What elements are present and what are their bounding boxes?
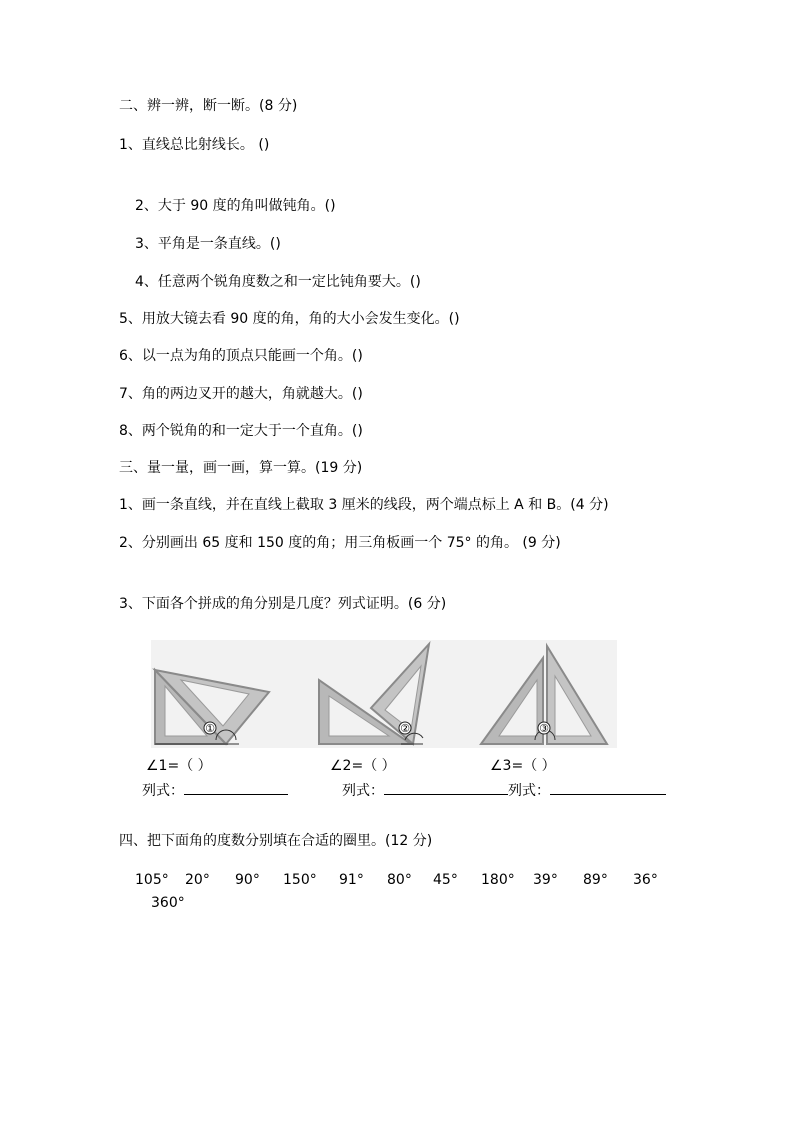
degree-value: 45° <box>433 872 458 888</box>
degree-value: 91° <box>339 872 364 888</box>
formula-blank-3[interactable] <box>550 782 666 795</box>
formula-label-1: 列式： <box>142 783 184 799</box>
formula-blank-1[interactable] <box>184 782 288 795</box>
question-2-1: 1、直线总比射线长。 () <box>119 137 270 153</box>
question-2-6: 6、以一点为角的顶点只能画一个角。() <box>119 348 363 364</box>
degree-value: 105° <box>135 872 169 888</box>
degree-value: 39° <box>533 872 558 888</box>
angle-1-answer: ∠1=（ ） <box>146 758 212 774</box>
question-2-7: 7、角的两边叉开的越大，角就越大。() <box>119 386 363 402</box>
marker-3: ③ <box>539 722 549 735</box>
degree-value: 80° <box>387 872 412 888</box>
formula-row <box>142 781 666 801</box>
marker-2: ② <box>400 722 410 735</box>
question-3-1: 1、画一条直线，并在直线上截取 3 厘米的线段，两个端点标上 A 和 B。(4 分) <box>119 497 609 513</box>
question-2-4: 4、任意两个锐角度数之和一定比钝角要大。() <box>135 274 421 290</box>
set-square-figure <box>151 640 617 748</box>
question-3-3: 3、下面各个拼成的角分别是几度？列式证明。(6 分) <box>119 596 447 612</box>
degree-value: 36° <box>633 872 658 888</box>
set-square-illustration <box>151 640 617 748</box>
angle-3-answer: ∠3=（ ） <box>490 758 556 774</box>
set-square-pair-2 <box>319 644 429 744</box>
section-4-heading: 四、把下面角的度数分别填在合适的圈里。(12 分) <box>119 833 433 849</box>
formula-label-2: 列式： <box>342 783 384 799</box>
question-2-2: 2、大于 90 度的角叫做钝角。() <box>135 198 336 214</box>
degree-list <box>135 870 658 890</box>
degree-value-wrap: 360° <box>151 895 185 911</box>
question-3-2: 2、分别画出 65 度和 150 度的角；用三角板画一个 75° 的角。 (9 分) <box>119 535 561 551</box>
question-2-8: 8、两个锐角的和一定大于一个直角。() <box>119 423 363 439</box>
degree-value: 90° <box>235 872 260 888</box>
degree-value: 89° <box>583 872 608 888</box>
degree-value: 180° <box>481 872 515 888</box>
marker-1: ① <box>205 722 215 735</box>
question-2-3: 3、平角是一条直线。() <box>135 236 281 252</box>
section-3-heading: 三、量一量，画一画，算一算。(19 分) <box>119 460 363 476</box>
section-2-heading: 二、辨一辨，断一断。(8 分) <box>119 98 298 114</box>
formula-blank-2[interactable] <box>384 782 508 795</box>
angle-2-answer: ∠2=（ ） <box>330 758 396 774</box>
formula-label-3: 列式： <box>508 783 550 799</box>
degree-value: 150° <box>283 872 317 888</box>
question-2-5: 5、用放大镜去看 90 度的角，角的大小会发生变化。() <box>119 311 460 327</box>
degree-value: 20° <box>185 872 210 888</box>
